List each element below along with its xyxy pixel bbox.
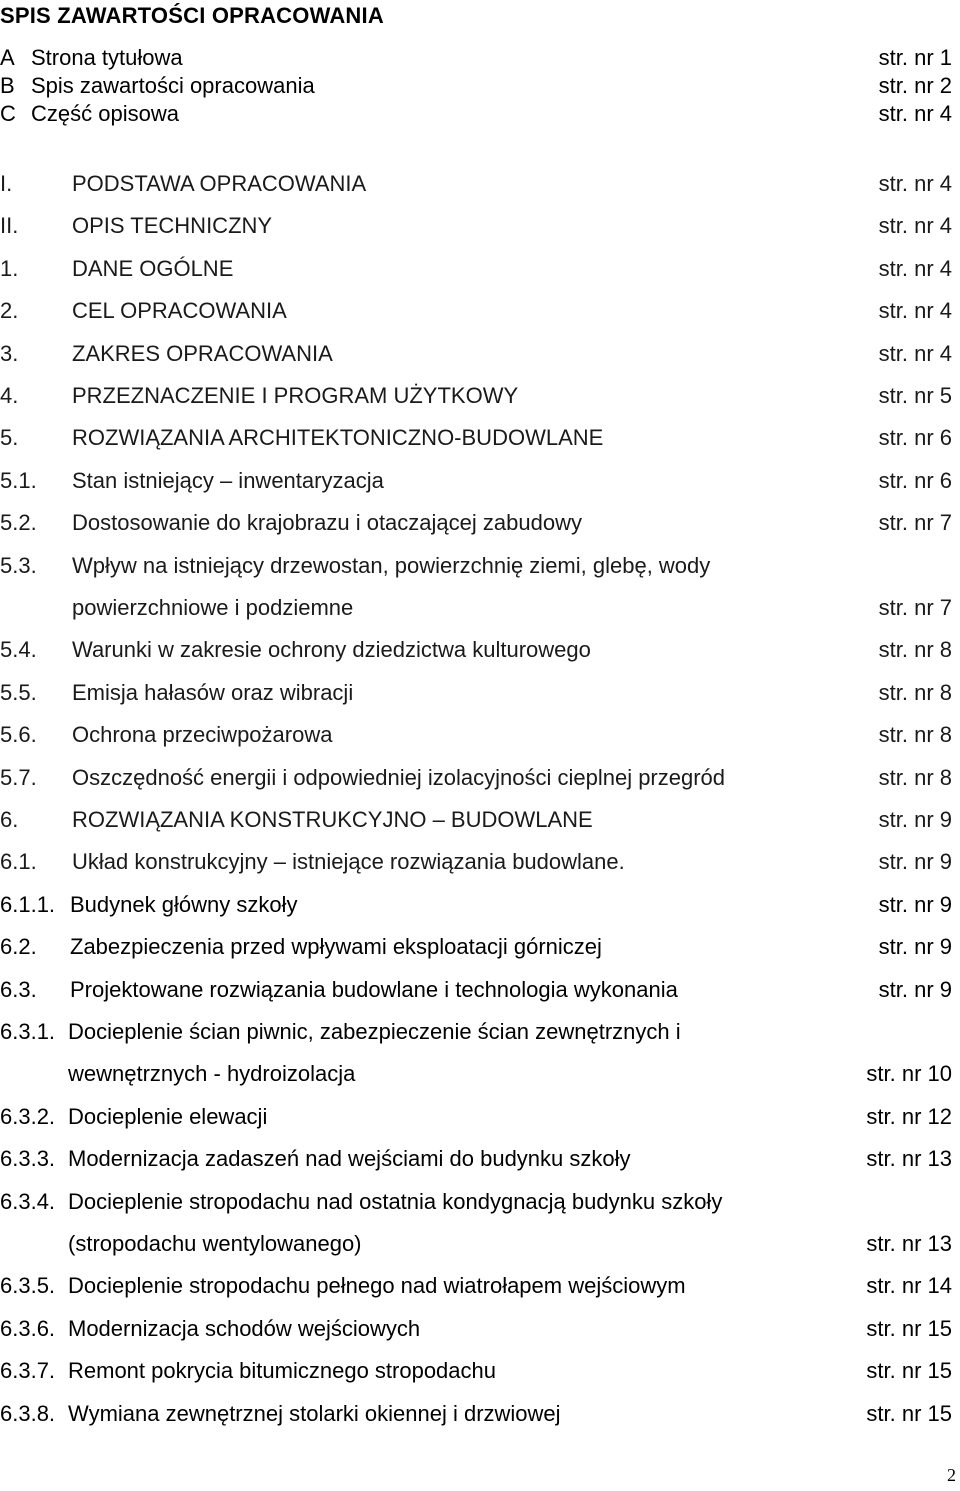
entry-page: str. nr 9	[878, 892, 952, 917]
entry-letter: B	[0, 73, 15, 98]
entry-page: str. nr 4	[878, 101, 952, 126]
entry-page: str. nr 15	[866, 1401, 952, 1426]
entry-number: 6.3.6.	[0, 1316, 56, 1341]
entry-number: 4.	[0, 383, 19, 408]
entry-text: Spis zawartości opracowania	[31, 73, 315, 98]
toc-entry	[0, 211, 952, 241]
entry-page: str. nr 6	[878, 468, 952, 493]
entry-text: ROZWIĄZANIA KONSTRUKCYJNO – BUDOWLANE	[72, 807, 593, 832]
entry-text: DANE OGÓLNE	[72, 256, 234, 281]
entry-page: str. nr 9	[878, 849, 952, 874]
entry-page: str. nr 14	[866, 1273, 952, 1298]
toc-entry	[0, 720, 952, 750]
entry-text: Docieplenie elewacji	[68, 1104, 268, 1129]
entry-number: 1.	[0, 256, 19, 281]
entry-page: str. nr 13	[866, 1146, 952, 1171]
entry-text: Docieplenie stropodachu pełnego nad wiatrołapem wejściowym	[68, 1273, 686, 1298]
entry-text: (stropodachu wentylowanego)	[68, 1231, 362, 1256]
entry-page: str. nr 4	[878, 171, 952, 196]
entry-text: Modernizacja zadaszeń nad wejściami do budynku szkoły	[68, 1146, 631, 1171]
entry-page: str. nr 8	[878, 637, 952, 662]
toc-entry	[0, 508, 952, 538]
entry-text: OPIS TECHNICZNY	[72, 213, 273, 238]
entry-number: 6.3.2.	[0, 1104, 56, 1129]
toc-entry	[0, 932, 952, 962]
entry-number: 5.5.	[0, 680, 37, 705]
entry-text: Część opisowa	[31, 101, 179, 126]
entry-text: Modernizacja schodów wejściowych	[68, 1316, 421, 1341]
toc-entry	[0, 890, 952, 920]
entry-text: Emisja hałasów oraz wibracji	[72, 680, 354, 705]
entry-number: 5.2.	[0, 510, 37, 535]
entry-text: Remont pokrycia bitumicznego stropodachu	[68, 1358, 497, 1383]
toc-entry	[0, 169, 952, 199]
entry-page: str. nr 13	[866, 1231, 952, 1256]
entry-text: wewnętrznych - hydroizolacja	[68, 1061, 356, 1086]
entry-text: Wymiana zewnętrznej stolarki okiennej i drzwiowej	[68, 1401, 561, 1426]
entry-text: Dostosowanie do krajobrazu i otaczającej zabudowy	[72, 510, 582, 535]
toc-entry	[0, 254, 952, 284]
toc-entry	[0, 381, 952, 411]
entry-page: str. nr 6	[878, 425, 952, 450]
entry-page: str. nr 9	[878, 934, 952, 959]
entry-text: PODSTAWA OPRACOWANIA	[72, 171, 367, 196]
entry-number: 5.3.	[0, 553, 37, 578]
toc-entry	[0, 551, 952, 581]
entry-text: Oszczędność energii i odpowiedniej izolacyjności cieplnej przegród	[72, 765, 726, 790]
entry-page: str. nr 10	[866, 1061, 952, 1086]
toc-entry	[0, 296, 952, 326]
entry-text: PRZEZNACZENIE I PROGRAM UŻYTKOWY	[72, 383, 519, 408]
entry-page: str. nr 12	[866, 1104, 952, 1129]
entry-number: II.	[0, 213, 19, 238]
entry-number: 6.3.8.	[0, 1401, 56, 1426]
entry-number: 6.3.5.	[0, 1273, 56, 1298]
entry-text: powierzchniowe i podziemne	[72, 595, 354, 620]
toc-entry	[0, 847, 952, 877]
toc-entry	[0, 1017, 952, 1047]
toc-entry	[0, 975, 952, 1005]
entry-number: 6.3.3.	[0, 1146, 56, 1171]
toc-entry	[0, 763, 952, 793]
entry-text: Strona tytułowa	[31, 45, 183, 70]
entry-text: Warunki w zakresie ochrony dziedzictwa kulturowego	[72, 637, 591, 662]
entry-page: str. nr 4	[878, 213, 952, 238]
entry-page: str. nr 15	[866, 1358, 952, 1383]
toc-entry	[0, 1229, 952, 1259]
page-number: 2	[947, 1465, 956, 1485]
entry-page: str. nr 9	[878, 977, 952, 1002]
toc-entry	[0, 1187, 952, 1217]
entry-number: 3.	[0, 341, 19, 366]
toc-entry	[0, 1102, 952, 1132]
entry-text: Budynek główny szkoły	[70, 892, 298, 917]
entry-number: 6.1.	[0, 849, 37, 874]
entry-number: 6.3.4.	[0, 1189, 56, 1214]
entry-text: Zabezpieczenia przed wpływami eksploatacji górniczej	[70, 934, 602, 959]
entry-page: str. nr 15	[866, 1316, 952, 1341]
entry-text: Docieplenie ścian piwnic, zabezpieczenie ścian zewnętrznych i	[68, 1019, 681, 1044]
entry-text: ZAKRES OPRACOWANIA	[72, 341, 333, 366]
entry-number: 6.3.	[0, 977, 37, 1002]
entry-page: str. nr 8	[878, 765, 952, 790]
toc-front-entry	[0, 72, 952, 100]
entry-page: str. nr 1	[878, 45, 952, 70]
entry-number: 5.6.	[0, 722, 37, 747]
toc-entry	[0, 593, 952, 623]
toc-entry	[0, 466, 952, 496]
toc-entry	[0, 1144, 952, 1174]
entry-page: str. nr 9	[878, 807, 952, 832]
entry-number: 5.	[0, 425, 19, 450]
entry-letter: C	[0, 101, 16, 126]
toc-entry	[0, 1271, 952, 1301]
entry-letter: A	[0, 45, 15, 70]
entry-number: 6.3.7.	[0, 1358, 56, 1383]
toc-entry	[0, 635, 952, 665]
entry-page: str. nr 4	[878, 341, 952, 366]
entry-text: Układ konstrukcyjny – istniejące rozwiązania budowlane.	[72, 849, 625, 874]
entry-number: 5.7.	[0, 765, 37, 790]
entry-page: str. nr 4	[878, 256, 952, 281]
entry-text: Projektowane rozwiązania budowlane i technologia wykonania	[70, 977, 678, 1002]
entry-number: 5.1.	[0, 468, 37, 493]
entry-text: Stan istniejący – inwentaryzacja	[72, 468, 384, 493]
toc-entry	[0, 1356, 952, 1386]
entry-text: ROZWIĄZANIA ARCHITEKTONICZNO-BUDOWLANE	[72, 425, 604, 450]
entry-number: 6.	[0, 807, 19, 832]
entry-number: I.	[0, 171, 13, 196]
toc-entry	[0, 1314, 952, 1344]
entry-text: CEL OPRACOWANIA	[72, 298, 287, 323]
toc-entry	[0, 805, 952, 835]
entry-number: 6.1.1.	[0, 892, 56, 917]
entry-page: str. nr 8	[878, 722, 952, 747]
toc-entry	[0, 1059, 952, 1089]
entry-number: 2.	[0, 298, 19, 323]
entry-page: str. nr 8	[878, 680, 952, 705]
entry-number: 6.2.	[0, 934, 37, 959]
toc-front-entry	[0, 44, 952, 72]
entry-text: Ochrona przeciwpożarowa	[72, 722, 333, 747]
entry-page: str. nr 2	[878, 73, 952, 98]
toc-entry	[0, 339, 952, 369]
entry-page: str. nr 7	[878, 510, 952, 535]
toc-front-entry	[0, 100, 952, 128]
toc-entry	[0, 678, 952, 708]
toc-entry	[0, 1399, 952, 1429]
entry-page: str. nr 7	[878, 595, 952, 620]
toc-entry	[0, 423, 952, 453]
entry-text: Docieplenie stropodachu nad ostatnia kondygnacją budynku szkoły	[68, 1189, 723, 1214]
entry-number: 6.3.1.	[0, 1019, 56, 1044]
document-title: SPIS ZAWARTOŚCI OPRACOWANIA	[0, 3, 384, 28]
entry-page: str. nr 5	[878, 383, 952, 408]
entry-page: str. nr 4	[878, 298, 952, 323]
entry-text: Wpływ na istniejący drzewostan, powierzchnię ziemi, glebę, wody	[72, 553, 711, 578]
entry-number: 5.4.	[0, 637, 37, 662]
